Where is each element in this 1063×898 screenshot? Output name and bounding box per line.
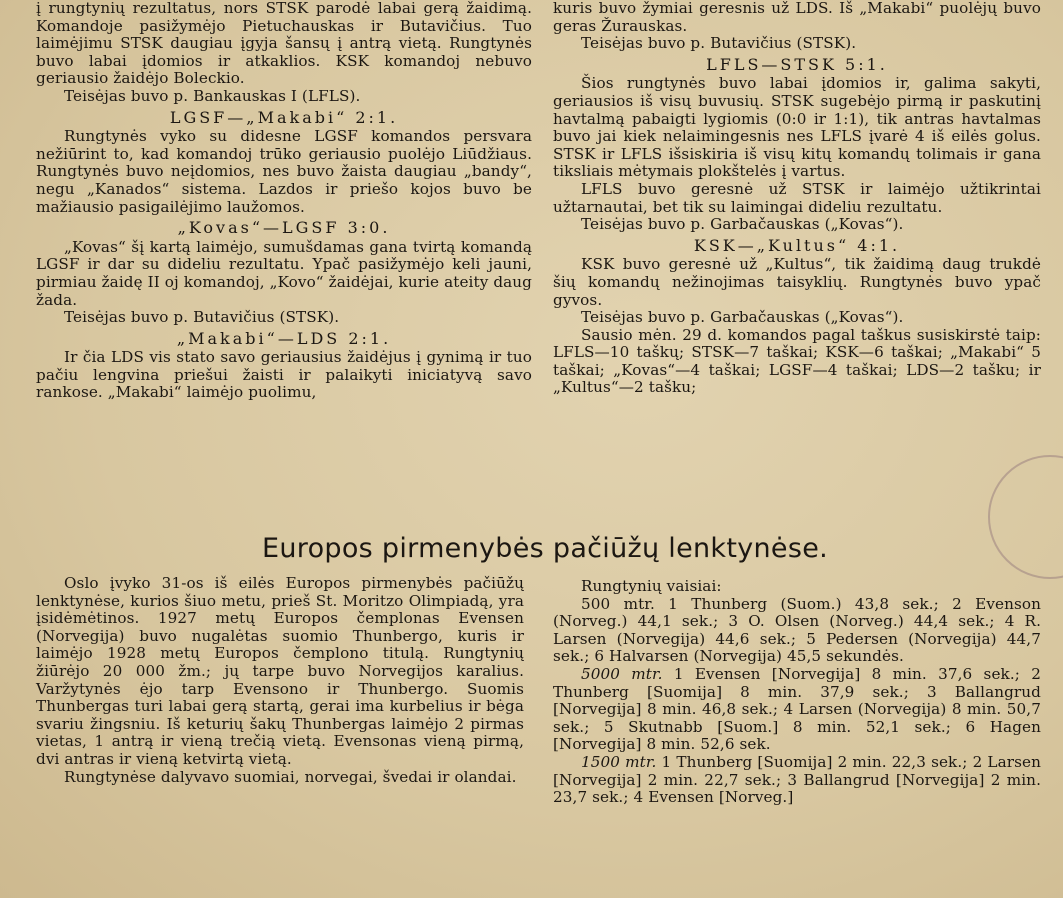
distance-label: 5000 mtr. [581,664,663,683]
ink-stamp [988,455,1063,579]
article-paragraph: Šios rungtynės buvo labai įdomios ir, galima sakyti, geriausios iš visų buvusių. STSK sugebėjo pirmą ir paskutinį havtalmą pabaigti lygiomis (0:0 ir 1:1), tik antras havtalmas buvo jai kiek nelaimingesnis nes LFLS įvarė 4 iš eilės golus. STSK ir LFLS išsiskiria iš visų kitų komandų tolimais ir gana tiksliais mėtymais plokštelės į vartus. [553,74,1041,181]
column-top-left [36,0,532,402]
article-paragraph: KSK buvo geresnė už „Kultus“, tik žaidimą daug trukdė šių komandų nežinojimas taisyklių. Rungtynės buvo ypač gyvos. [553,255,1041,309]
referee-line: Teisėjas buvo p. Butavičius (STSK). [64,308,340,327]
article-paragraph: LFLS buvo geresnė už STSK ir laimėjo užtikrintai užtarnautai, bet tik su laimingai dideliu rezultatu. [553,179,1041,216]
standings-paragraph: Sausio mėn. 29 d. komandos pagal taškus susiskirstė taip: LFLS—10 taškų; STSK—7 taškai; KSK—6 taškai; „Makabi“ 5 taškai; „Kovas“—4 taškai; LGSF—4 taškai; LDS—2 tašku; ir „Kultus“—2 tašku; [553,325,1041,397]
results-text: 1 Evensen [Norvegija] 8 min. 37,6 sek.; 2 Thunberg [Suomija] 8 min. 37,9 sek.; 3 Ballangrud [Norvegija] 8 min. 46,8 sek.; 4 Larsen (Norvegija) 8 min. 50,7 sek.; 5 Skutnabb [Suom.] 8 min. 52,1 sek.; 6 Hagen [Norvegija] 8 min. 52,6 sek. [553,664,1041,754]
referee-line: Teisėjas buvo p. Butavičius (STSK). [581,34,857,53]
article-paragraph: Oslo įvyko 31-os iš eilės Europos pirmenybės pačiūžų lenktynėse, kurios šiuo metu, prieš St. Moritzo Olimpiadą, yra įsidėmėtinos. 1927 metų Europos čemplonas Evensen (Norvegija) buvo nugalėtas suomio Thunbergo, kuris ir laimėjo 1928 metų Europos čemplono titulą. Rungtynių žiūrėjo 20 000 žm.; jų tarpe buvo Norvegijos karalius. Varžytynės ėjo tarp Evensono ir Thunbergo. Suomis Thunbergas turi labai gerą startą, gerai ima kurbelius ir bėga svariu žingsniu. Iš keturių šakų Thunbergas laimėjo 2 pirmas vietas, 1 antrą ir vieną trečią vietą. Evensonas vieną pirmą, dvi antras ir vieną ketvirtą vietą. [36,574,524,768]
match-heading: KSK—„Kultus“ 4:1. [693,235,901,255]
article-paragraph: „Kovas“ šį kartą laimėjo, sumušdamas gana tvirtą komandą LGSF ir dar su dideliu rezultatu. Ypač pasižymėjo keli jauni, pirmiau žaidę II oj komandoj, „Kovo“ žaidėjai, kurie ateity daug žada. [36,237,532,309]
article-paragraph: į rungtynių rezultatus, nors STSK parodė labai gerą žaidimą. Komandoje pasižymėjo Pietuchauskas ir Butavičius. Tuo laimėjimu STSK daugiau įgyja šansų į antrą vietą. Rungtynės buvo labai įdomios ir atkaklios. KSK komandoj nebuvo geriausio žaidėjo Boleckio. [36,0,532,88]
referee-line: Teisėjas buvo p. Garbačauskas („Kovas“). [581,215,904,234]
column-top-right [553,0,1041,397]
article-paragraph: kuris buvo žymiai geresnis už LDS. Iš „Makabi“ puolėjų buvo geras Žurauskas. [553,0,1041,35]
match-heading: „Makabi“—LDS 2:1. [176,328,392,348]
article-paragraph: Ir čia LDS vis stato savo geriausius žaidėjus į gynimą ir tuo pačiu lengvina priešui žaisti ir palaikyti iniciatyvą savo rankose. „Makabi“ laimėjo puolimu, [36,348,532,402]
match-heading: LGSF—„Makabi“ 2:1. [169,107,399,127]
distance-label: 1500 mtr. [581,752,657,771]
column-bottom-left [36,575,524,786]
referee-line: Teisėjas buvo p. Garbačauskas („Kovas“). [581,308,904,327]
referee-line: Teisėjas buvo p. Bankauskas I (LFLS). [64,86,361,105]
match-heading: „Kovas“—LGSF 3:0. [177,218,391,238]
article-headline: Europos pirmenybės pačiūžų lenktynėse. [262,533,828,564]
article-paragraph: Rungtynės vyko su didesne LGSF komandos persvara nežiūrint to, kad komandoj trūko geriausio puolėjo Liūdžiaus. Rungtynės buvo neįdomios, nes buvo žaista daugiau „bandy“, negu „Kanados“ sistema. Lazdos ir priešo kojos buvo be mažiausio pasigailėjimo laužomos. [36,127,532,216]
column-bottom-right [553,578,1041,807]
match-heading: LFLS—STSK 5:1. [706,54,888,74]
results-heading: Rungtynių vaisiai: [581,577,722,595]
results-5000m [553,666,1041,754]
article-paragraph: Rungtynėse dalyvavo suomiai, norvegai, švedai ir olandai. [64,767,517,786]
results-500m: 500 mtr. 1 Thunberg (Suom.) 43,8 sek.; 2 Evenson (Norveg.) 44,1 sek.; 3 O. Olsen (Norveg.) 44,4 sek.; 4 R. Larsen (Norvegija) 44,6 sek.; 5 Pedersen (Norvegija) 44,7 sek.; 6 Halvarsen (Norvegija) 45,5 sekundės. [553,594,1041,666]
results-1500m [553,754,1041,807]
results-text: 1 Thunberg [Suomija] 2 min. 22,3 sek.; 2 Larsen [Norvegija] 2 min. 22,7 sek.; 3 Ballangrud [Norvegija] 2 min. 23,7 sek.; 4 Evensen [Norveg.] [553,752,1041,807]
